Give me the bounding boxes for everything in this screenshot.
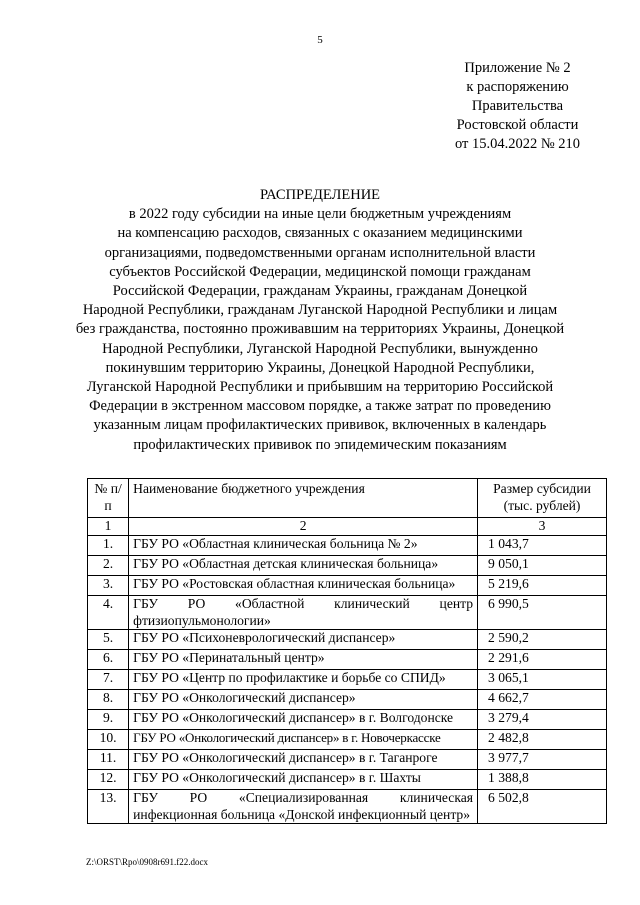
file-path-footer: Z:\ORST\Rpo\0908r691.f22.docx [86,857,208,867]
heading-line: Луганской Народной Республики и прибывшим на территорию Российской [86,379,554,396]
heading-line: организациями, подведомственными органам исполнительной власти [104,244,536,261]
document-title: РАСПРЕДЕЛЕНИЕ [259,187,381,203]
table-header-row [88,479,607,518]
heading-line: без гражданства, постоянно проживавшим на территориях Украины, Донецкой [75,321,565,338]
row-num: 1. [88,536,129,556]
row-amount: 3 977,7 [478,750,607,770]
row-amount: 3 279,4 [478,710,607,730]
table-row [88,790,607,824]
subsidy-table [87,478,607,824]
heading-line: в 2022 году субсидии на иные цели бюджетным учреждениям [128,206,512,223]
row-amount: 6 502,8 [478,790,607,824]
header-amount: Размер субсидии (тыс. рублей) [478,479,607,518]
heading-line: Федерации в экстренном массовом порядке, а также затрат по проведению [89,398,551,415]
row-amount: 2 590,2 [478,630,607,650]
row-num: 9. [88,710,129,730]
table-row [88,596,607,630]
appendix-line: Приложение № 2 [464,60,571,76]
page-number: 5 [317,34,323,46]
row-amount: 2 482,8 [478,730,607,750]
row-num: 4. [88,596,129,630]
row-amount: 6 990,5 [478,596,607,630]
row-name: ГБУ РО «Онкологический диспансер» в г. Новочеркасске [129,730,478,750]
table-row [88,576,607,596]
row-name: ГБУ РО «Специализированная клиническая инфекционная больница «Донской инфекционный центр» [129,790,478,824]
table-row [88,750,607,770]
row-name: ГБУ РО «Областной клинический центр фтизиопульмонологии» [129,596,478,630]
table-row [88,670,607,690]
row-name: ГБУ РО «Онкологический диспансер» в г. Таганроге [129,750,478,770]
row-name: ГБУ РО «Онкологический диспансер» [129,690,478,710]
heading-line: Народной Республики, Луганской Народной Республики, вынужденно [102,340,538,357]
column-index: 1 [88,518,129,536]
header-name: Наименование бюджетного учреждения [129,479,478,518]
table-row [88,536,607,556]
table-row [88,770,607,790]
row-amount: 4 662,7 [478,690,607,710]
row-amount: 2 291,6 [478,650,607,670]
row-num: 12. [88,770,129,790]
row-num: 10. [88,730,129,750]
row-name: ГБУ РО «Центр по профилактике и борьбе со СПИД» [129,670,478,690]
row-amount: 5 219,6 [478,576,607,596]
column-index: 3 [478,518,607,536]
appendix-line: Ростовской области [456,117,579,133]
table-row [88,730,607,750]
appendix-line: от 15.04.2022 № 210 [454,136,581,152]
row-name: ГБУ РО «Ростовская областная клиническая больница» [129,576,478,596]
row-num: 3. [88,576,129,596]
heading-line: Народной Республики, гражданам Луганской Народной Республики и лицам [82,302,558,319]
row-name: ГБУ РО «Областная детская клиническая больница» [129,556,478,576]
row-name: ГБУ РО «Областная клиническая больница № 2» [129,536,478,556]
row-name: ГБУ РО «Онкологический диспансер» в г. Шахты [129,770,478,790]
heading-line: указанным лицам профилактических прививок, включенных в календарь [93,417,547,434]
table-row [88,556,607,576]
row-num: 2. [88,556,129,576]
row-num: 7. [88,670,129,690]
row-num: 6. [88,650,129,670]
heading-line: на компенсацию расходов, связанных с оказанием медицинскими [117,225,523,242]
appendix-line: к распоряжению [466,79,569,95]
row-amount: 9 050,1 [478,556,607,576]
heading-line: Российской Федерации, гражданам Украины, гражданам Донецкой [112,283,528,300]
appendix-block [440,59,595,154]
row-amount: 1 388,8 [478,770,607,790]
table-row [88,650,607,670]
row-name: ГБУ РО «Перинатальный центр» [129,650,478,670]
row-amount: 3 065,1 [478,670,607,690]
row-num: 11. [88,750,129,770]
heading-line: покинувшим территорию Украины, Донецкой Народной Республики, [105,359,535,376]
table-row [88,630,607,650]
column-index-row [88,518,607,536]
row-name: ГБУ РО «Онкологический диспансер» в г. Волгодонске [129,710,478,730]
table-row [88,710,607,730]
table-row [88,690,607,710]
appendix-line: Правительства [471,98,564,114]
row-num: 5. [88,630,129,650]
row-amount: 1 043,7 [478,536,607,556]
row-name: ГБУ РО «Психоневрологический диспансер» [129,630,478,650]
row-num: 13. [88,790,129,824]
column-index: 2 [129,518,478,536]
row-num: 8. [88,690,129,710]
heading-line: субъектов Российской Федерации, медицинской помощи гражданам [109,263,531,280]
document-heading [0,186,640,455]
header-num: № п/п [88,479,129,518]
heading-line: профилактических прививок по эпидемическим показаниям [133,436,507,453]
